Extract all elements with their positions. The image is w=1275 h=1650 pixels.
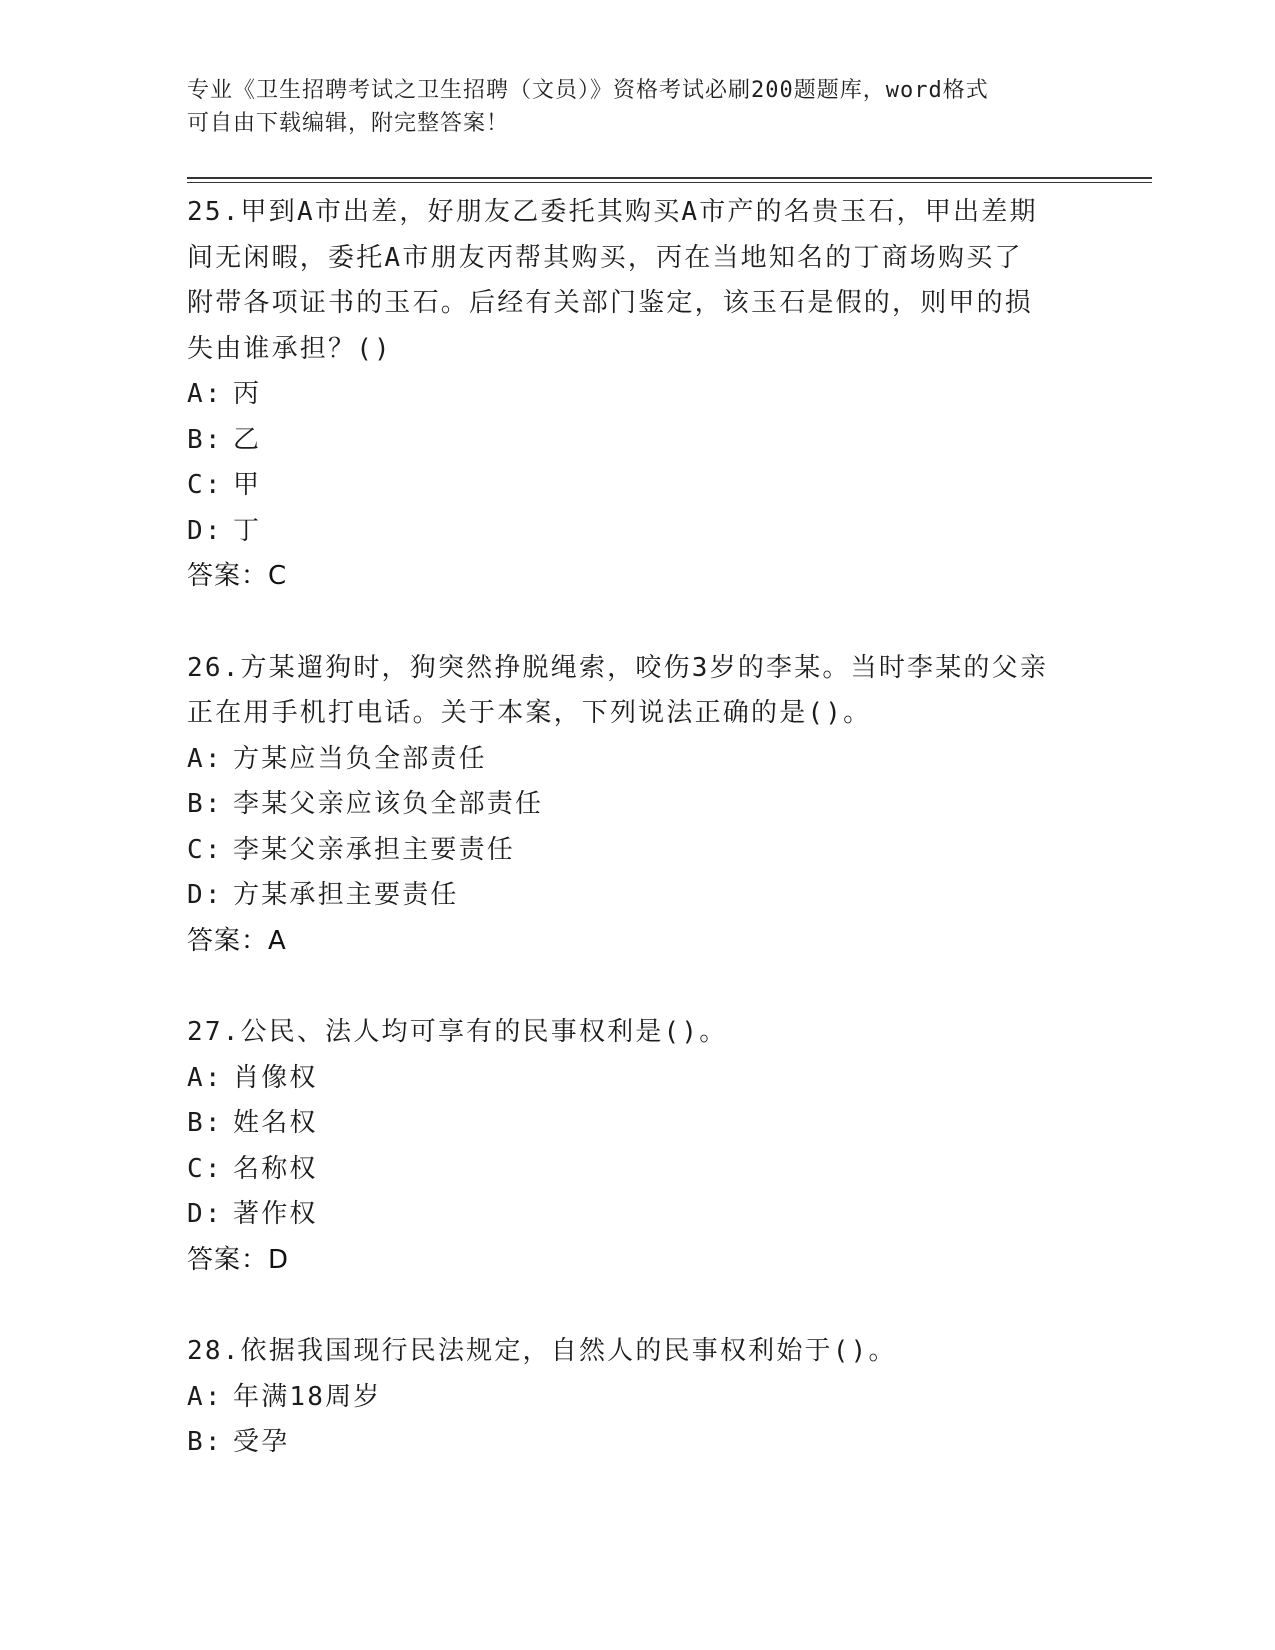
option-letter: A:: [187, 743, 223, 774]
document-header: [187, 74, 1087, 140]
option-text: 甲: [233, 470, 262, 500]
option-text: 李某父亲承担主要责任: [233, 834, 516, 865]
question-stem-line: 26.方某遛狗时，狗突然挣脱绳索，咬伤3岁的李某。当时李某的父亲: [187, 652, 1049, 683]
option-letter: B:: [187, 1108, 223, 1138]
option-text: 丁: [233, 515, 262, 546]
question-stem-line: 失由谁承担？(): [187, 333, 392, 364]
option-letter: C:: [187, 470, 223, 500]
question-stem-line: 附带各项证书的玉石。后经有关部门鉴定，该玉石是假的，则甲的损: [187, 288, 1034, 318]
option-text: 方某承担主要责任: [233, 880, 459, 910]
option-text: 丙: [233, 379, 262, 409]
option-letter: C:: [187, 834, 223, 865]
question-27: [187, 1010, 1087, 1283]
option-letter: B:: [187, 424, 223, 455]
option-text: 著作权: [233, 1199, 318, 1229]
question-stem-line: 27.公民、法人均可享有的民事权利是()。: [187, 1017, 728, 1047]
option-letter: D:: [187, 515, 223, 546]
option-letter: D:: [187, 880, 223, 910]
answer-line: 答案：A: [187, 925, 287, 956]
option-text: 受孕: [233, 1427, 290, 1457]
option-letter: C:: [187, 1153, 223, 1184]
question-26: [187, 646, 1087, 965]
option-letter: D:: [187, 1199, 223, 1229]
option-letter: A:: [187, 379, 223, 409]
option-b: [187, 782, 1087, 828]
option-text: 名称权: [233, 1153, 318, 1184]
question-list: [187, 190, 1087, 1512]
option-a: [187, 1375, 1087, 1421]
header-divider: [187, 177, 1152, 183]
option-text: 姓名权: [233, 1108, 318, 1138]
option-a: [187, 1056, 1087, 1102]
option-b: [187, 1420, 1087, 1466]
question-stem-line: 正在用手机打电话。关于本案，下列说法正确的是()。: [187, 698, 872, 728]
option-letter: A:: [187, 1062, 223, 1093]
question-stem-line: 间无闲暇，委托A市朋友丙帮其购买，丙在当地知名的丁商场购买了: [187, 242, 1023, 273]
option-c: [187, 1147, 1087, 1193]
option-c: [187, 828, 1087, 874]
option-letter: B:: [187, 789, 223, 819]
option-a: [187, 372, 1087, 418]
header-line-1: 专业《卫生招聘考试之卫生招聘（文员）》资格考试必刷200题题库，word格式: [187, 78, 989, 103]
option-text: 乙: [233, 424, 262, 455]
option-d: [187, 1192, 1087, 1238]
option-letter: A:: [187, 1381, 223, 1412]
option-d: [187, 873, 1087, 919]
option-text: 肖像权: [233, 1062, 318, 1093]
question-stem-line: 28.依据我国现行民法规定，自然人的民事权利始于()。: [187, 1336, 897, 1366]
question-stem-line: 25.甲到A市出差，好朋友乙委托其购买A市产的名贵玉石，甲出差期: [187, 197, 1038, 227]
header-line-2: 可自由下载编辑，附完整答案！: [187, 111, 510, 136]
option-b: [187, 1101, 1087, 1147]
option-text: 年满18周岁: [233, 1381, 382, 1412]
question-25: [187, 190, 1087, 600]
option-c: [187, 463, 1087, 509]
answer-line: 答案：D: [187, 1244, 290, 1275]
option-b: [187, 418, 1087, 464]
option-text: 方某应当负全部责任: [233, 743, 487, 774]
option-a: [187, 737, 1087, 783]
option-d: [187, 509, 1087, 555]
option-letter: B:: [187, 1427, 223, 1457]
option-text: 李某父亲应该负全部责任: [233, 789, 544, 819]
answer-line: 答案：C: [187, 561, 288, 591]
question-28: [187, 1329, 1087, 1466]
